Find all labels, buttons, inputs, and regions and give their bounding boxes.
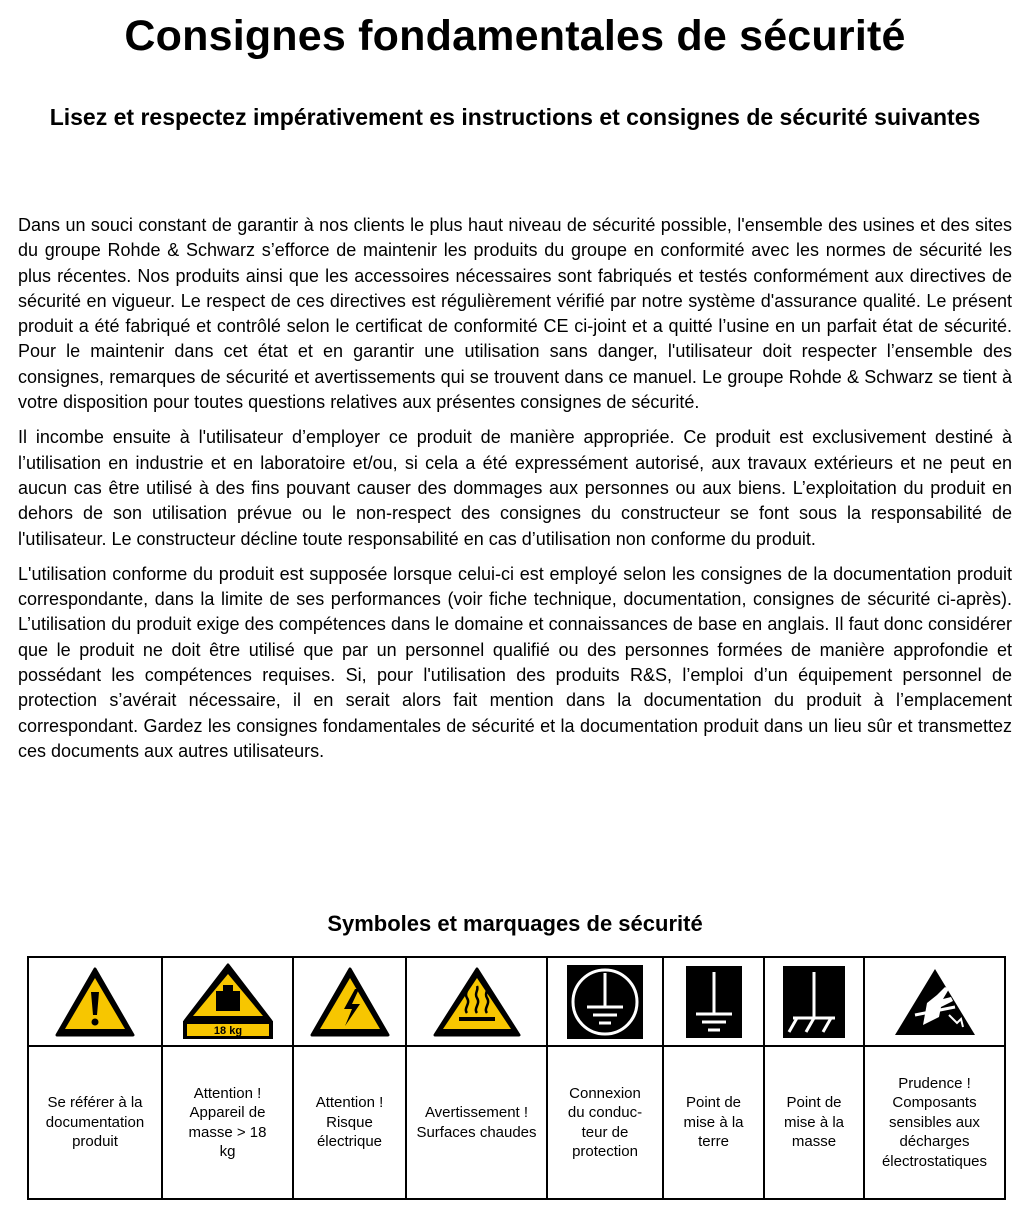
- symbol-label: Attention ! Appareil de masse > 18 kg: [188, 1084, 267, 1160]
- page-title: Consignes fondamentales de sécurité: [124, 12, 906, 60]
- electric-shock-icon: [308, 965, 392, 1039]
- symbol-label-cell: [663, 1046, 764, 1199]
- symbol-label-cell: [547, 1046, 663, 1199]
- symbol-label: Connexion du conduc-teur de protection: [567, 1084, 643, 1160]
- body-text: [18, 213, 1012, 774]
- paragraph: L'utilisation conforme du produit est supposée lorsque celui-ci est employé selon les consignes de la documentation produit correspondante, dans la limite de ses performances (voir fiche technique, documentation, consignes de sécurité ci-après). L’utilisation du produit exige des compétences dans le domaine et connaissances de base en anglais. Il faut donc considérer que le produit ne doit être utilisé que par un personnel qualifié ou des personnes formées de manière approfondie et possédant les compétences requises. Si, pour l'utilisation des produits R&S, l’emploi d’un équipement personnel de protection s’avérait nécessaire, il en serait alors fait mention dans la documentation du produit à l’emplacement correspondant. Gardez les consignes fondamentales de sécurité et la documentation produit dans un lieu sûr et transmettez ces documents aux autres utilisateurs.: [18, 563, 1012, 761]
- symbol-label: Point de mise à la masse: [783, 1094, 845, 1151]
- symbol-label-cell: [162, 1046, 293, 1199]
- weight-text: 18 kg: [213, 1024, 242, 1037]
- symbol-cell: [764, 957, 864, 1046]
- paragraph: Il incombe ensuite à l'utilisateur d’employer ce produit de manière appropriée. Ce produit est exclusivement destiné à l’utilisation en industrie et en laboratoire et/ou, si cela a été expressément autorisé, aux travaux extérieurs et ne peut en aucun cas être utilisé à des fins pouvant causer des dommages aux personnes ou aux biens. L’exploitation du produit en dehors de son utilisation prévue ou le non-respect des consignes du constructeur se font sous la responsabilité de l'utilisateur. Le constructeur décline toute responsabilité en cas d’utilisation non conforme du produit.: [18, 427, 1012, 549]
- symbol-label-cell: [293, 1046, 406, 1199]
- ground-icon: [686, 966, 742, 1038]
- protective-earth-icon: [567, 965, 643, 1039]
- page-subtitle: Lisez et respectez impérativement es instructions et consignes de sécurité suivantes: [49, 104, 981, 130]
- safety-symbols-table: [27, 956, 1006, 1200]
- hot-surface-icon: [431, 965, 523, 1039]
- symbol-cell: [28, 957, 162, 1046]
- warning-exclamation-icon: [53, 965, 137, 1039]
- symbol-label: Point de mise à la terre: [683, 1094, 744, 1151]
- symbol-label: Attention ! Risque électrique: [315, 1094, 384, 1151]
- symbol-cell: [162, 957, 293, 1046]
- symbol-label: Se référer à la documentation produit: [45, 1094, 145, 1151]
- symbol-cell: [293, 957, 406, 1046]
- symbol-label-cell: [864, 1046, 1005, 1199]
- symbols-section-title: Symboles et marquages de sécurité: [327, 911, 703, 936]
- symbol-label-cell: [406, 1046, 547, 1199]
- heavy-weight-icon: [181, 963, 275, 1041]
- symbol-cell: [663, 957, 764, 1046]
- symbol-cell: [406, 957, 547, 1046]
- symbol-label: Avertissement ! Surfaces chaudes: [416, 1104, 537, 1141]
- symbols-label-row: [28, 1046, 1005, 1199]
- symbol-cell: [864, 957, 1005, 1046]
- chassis-ground-icon: [783, 966, 845, 1038]
- symbol-cell: [547, 957, 663, 1046]
- symbol-label-cell: [764, 1046, 864, 1199]
- esd-warning-icon: [893, 967, 977, 1037]
- symbol-label-cell: [28, 1046, 162, 1199]
- symbols-icon-row: [28, 957, 1005, 1046]
- symbol-label: Prudence ! Composants sensibles aux décharges électrostatiques: [881, 1074, 988, 1170]
- paragraph: Dans un souci constant de garantir à nos clients le plus haut niveau de sécurité possible, l'ensemble des usines et des sites du groupe Rohde & Schwarz s’efforce de maintenir les produits du groupe en conformité avec les normes de sécurité les plus récentes. Nos produits ainsi que les accessoires nécessaires sont fabriqués et testés conformément aux directives de sécurité en vigueur. Le respect de ces directives est régulièrement vérifié par notre système d'assurance qualité. Le présent produit a été fabriqué et contrôlé selon le certificat de conformité CE ci-joint et a quitté l’usine en un parfait état de sécurité. Pour le maintenir dans cet état et en garantir une utilisation sans danger, l'utilisateur doit respecter l’ensemble des consignes, remarques de sécurité et avertissements qui se trouvent dans ce manuel. Le groupe Rohde & Schwarz se tient à votre disposition pour toutes questions relatives aux présentes consignes de sécurité.: [18, 215, 1012, 413]
